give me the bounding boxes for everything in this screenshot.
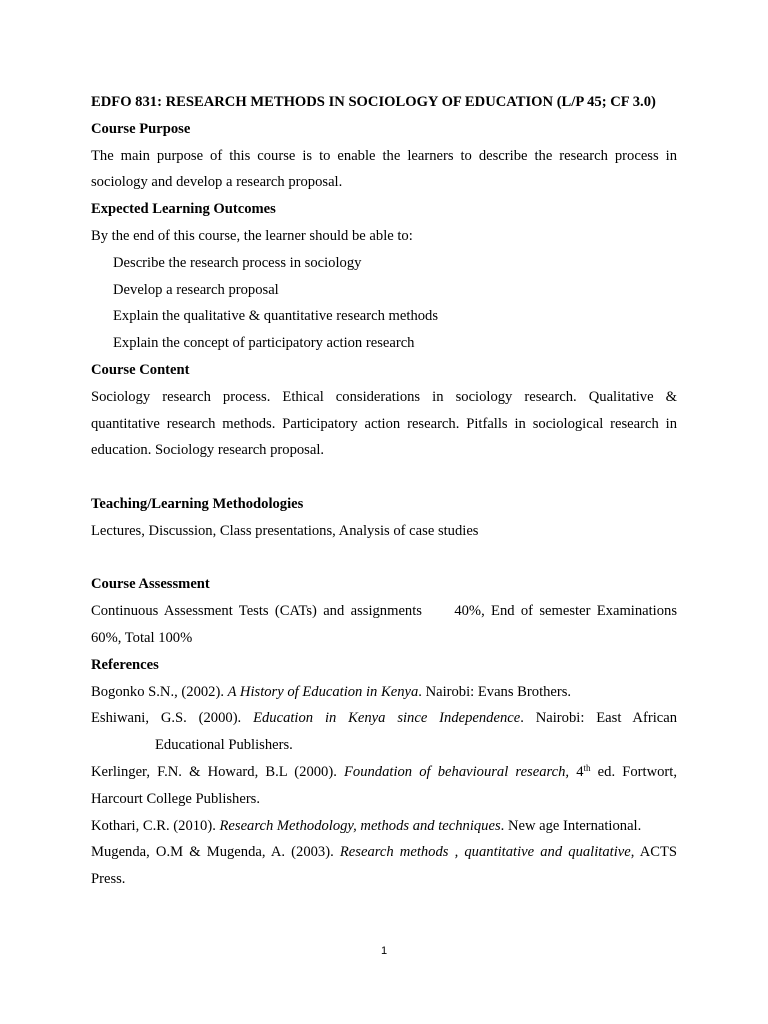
methodologies-title: Teaching/Learning Methodologies [91, 495, 304, 512]
reference-title: Research Methodology, methods and techniques [219, 817, 501, 834]
assessment-title: Course Assessment [91, 576, 210, 593]
assessment-line-1 [91, 598, 677, 625]
reference-publisher: , ACTS [630, 844, 677, 861]
reference-bogonko [91, 679, 677, 706]
reference-eshiwani-continued: Educational Publishers. [155, 737, 293, 754]
reference-mugenda-continued: Press. [91, 871, 126, 888]
learning-outcome-item: Describe the research process in sociology [113, 254, 362, 271]
reference-title: Foundation of behavioural research, [344, 763, 570, 780]
learning-outcomes-title: Expected Learning Outcomes [91, 201, 276, 218]
reference-publisher: . Nairobi: East African [520, 710, 677, 727]
reference-author: Mugenda, O.M & Mugenda, A. (2003). [91, 844, 340, 861]
course-content-line-2: quantitative research methods. Participatory action research. Pitfalls in sociological research in [91, 415, 677, 432]
learning-outcome-item: Develop a research proposal [113, 281, 279, 298]
edition-superscript: th [583, 762, 591, 773]
course-purpose-line-1: The main purpose of this course is to enable the learners to describe the research process in [91, 147, 677, 164]
assessment-exams: 40%, End of semester Examinations [454, 603, 678, 620]
assessment-cats: Continuous Assessment Tests (CATs) and assignments [91, 603, 422, 620]
reference-kothari [91, 813, 677, 840]
learning-outcome-item: Explain the concept of participatory action research [113, 335, 415, 352]
course-content-line-3: education. Sociology research proposal. [91, 442, 325, 459]
course-purpose-title: Course Purpose [91, 120, 191, 137]
reference-kerlinger-continued: Harcourt College Publishers. [91, 790, 261, 807]
document-page [91, 89, 677, 893]
reference-title: A History of Education in Kenya [227, 683, 419, 700]
reference-edition: 4 [569, 763, 584, 780]
spacer [91, 464, 677, 491]
reference-author: Kothari, C.R. (2010). [91, 817, 220, 834]
reference-mugenda [91, 839, 677, 866]
learning-outcomes-intro: By the end of this course, the learner should be able to: [91, 227, 413, 244]
reference-publisher: . New age International. [500, 817, 642, 834]
course-purpose-line-2: sociology and develop a research proposal. [91, 174, 343, 191]
reference-title: Education in Kenya since Independence [253, 710, 521, 727]
reference-publisher: . Nairobi: Evans Brothers. [418, 683, 572, 700]
reference-eshiwani [91, 705, 677, 732]
learning-outcome-item: Explain the qualitative & quantitative research methods [113, 308, 439, 325]
reference-author: Eshiwani, G.S. (2000). [91, 710, 254, 727]
assessment-line-2: 60%, Total 100% [91, 629, 193, 646]
course-content-title: Course Content [91, 361, 190, 378]
reference-title: Research methods , quantitative and qualitative [339, 844, 631, 861]
reference-author: Kerlinger, F.N. & Howard, B.L (2000). [91, 763, 344, 780]
spacer [91, 545, 677, 572]
reference-kerlinger [91, 759, 677, 786]
references-title: References [91, 656, 159, 673]
methodologies-text: Lectures, Discussion, Class presentations, Analysis of case studies [91, 522, 479, 539]
reference-place: ed. Fortwort, [590, 763, 677, 780]
course-heading: EDFO 831: RESEARCH METHODS IN SOCIOLOGY OF EDUCATION (L/P 45; CF 3.0) [91, 94, 656, 110]
course-content-line-1: Sociology research process. Ethical considerations in sociology research. Qualitative & [91, 388, 677, 405]
reference-author: Bogonko S.N., (2002). [91, 683, 228, 700]
page-number: 1 [380, 945, 388, 957]
